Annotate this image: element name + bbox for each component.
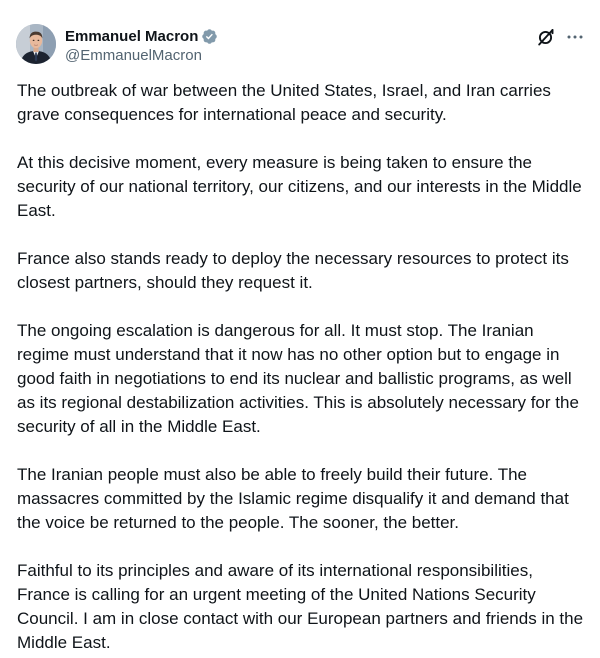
tweet-actions [536,27,584,47]
more-options-icon[interactable] [566,27,584,47]
tweet-paragraph: The outbreak of war between the United States, Israel, and Iran carries grave consequences for international peace and security. [17,81,551,124]
author-handle[interactable]: @EmmanuelMacron [65,47,202,64]
tweet-header [16,24,584,68]
author-names [65,26,218,64]
display-name-row [65,26,218,46]
tweet-paragraph: The ongoing escalation is dangerous for all. It must stop. The Iranian regime must understand that it now has no other option but to engage in good faith in negotiations to end its nuclear and ballistic programs, as well as its regional destabilization activities. This is absolutely necessary for the security of all in the Middle East. [17,321,579,436]
avatar[interactable] [16,24,56,64]
tweet-text [17,79,587,658]
verified-badge-icon[interactable] [201,28,218,45]
author-display-name[interactable]: Emmanuel Macron [65,27,199,45]
avatar-image [16,24,56,64]
tweet-paragraph: The Iranian people must also be able to freely build their future. The massacres committed by the Islamic regime disqualify it and demand that the voice be returned to the people. The sooner, the better. [17,465,569,532]
tweet-paragraph: Faithful to its principles and aware of its international responsibilities, France is calling for an urgent meeting of the United Nations Security Council. I am in close contact with our European partners and friends in the Middle East. [17,561,584,652]
grok-icon[interactable] [536,27,556,47]
tweet-paragraph: France also stands ready to deploy the necessary resources to protect its closest partners, should they request it. [17,249,569,292]
tweet-paragraph: At this decisive moment, every measure is being taken to ensure the security of our national territory, our citizens, and our interests in the Middle East. [17,153,582,220]
